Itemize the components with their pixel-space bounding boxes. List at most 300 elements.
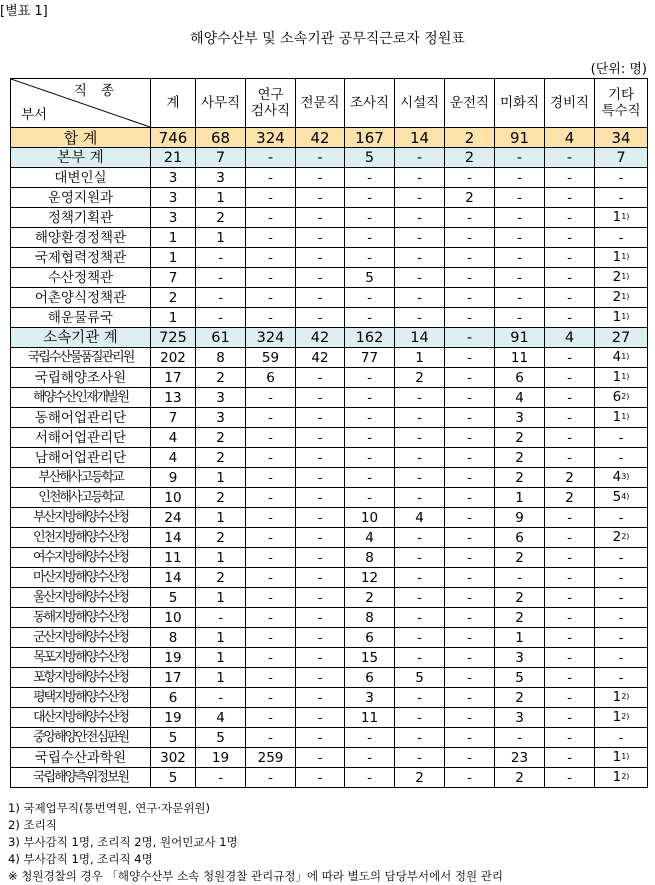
cell-value: - [467,729,472,746]
cell-value: - [317,409,323,426]
cell-value: 3 [515,709,524,726]
cell-value: - [268,609,273,626]
cell-value: - [566,149,573,166]
value-cell [151,648,196,668]
cell-value: 14 [164,529,182,546]
cell-value: - [317,149,323,166]
cell-value: - [218,269,223,286]
cell-value: 1 [612,748,622,765]
table-row [11,268,648,288]
cell-value: 324 [256,329,285,346]
value-cell [246,628,296,648]
cell-value: - [317,169,323,186]
value-cell [445,148,495,168]
value-cell [595,468,648,488]
column-header-text: 조사직 [349,95,390,111]
footnote-marker: 3) [621,471,630,481]
staffing-table [10,78,648,788]
value-cell [345,208,395,228]
cell-value: - [367,449,372,466]
cell-value: - [417,689,422,706]
department-name-cell: 서해어업관리단 [11,428,151,448]
cell-value: 5 [612,488,622,505]
department-name-cell: 정책기획관 [11,208,151,228]
value-cell [545,648,595,668]
cell-value: 5 [364,149,375,166]
value-cell [345,468,395,488]
value-cell [445,408,495,428]
value-cell [151,528,196,548]
value-cell [345,448,395,468]
cell-value: - [367,209,372,226]
cell-value: 6 [515,369,524,386]
value-cell [246,688,296,708]
cell-value: - [218,249,223,266]
footnote-marker: 1) [621,311,630,321]
value-cell [445,448,495,468]
table-row [11,508,648,528]
cell-value: - [467,669,472,686]
value-cell [395,248,445,268]
cell-value: - [517,729,522,746]
value-cell [595,488,648,508]
value-cell [545,148,595,168]
value-cell [296,228,345,248]
cell-value: - [268,689,273,706]
footnote: 3) 부사감직 1명, 조리직 2명, 원어민교사 1명 [8,835,238,849]
value-cell [395,748,445,768]
value-cell [595,708,648,728]
value-cell [445,468,495,488]
cell-value: 4 [216,709,225,726]
cell-value: - [317,749,323,766]
value-cell [296,628,345,648]
cell-value: 5 [365,269,374,286]
footnote: 1) 국제업무직(통번역원, 연구·자문위원) [8,801,211,815]
cell-value: 1 [168,249,178,266]
table-row [11,588,648,608]
cell-value: - [618,729,624,746]
department-name-cell: 군산지방해양수산청 [11,628,151,648]
value-cell [495,588,545,608]
value-cell [246,568,296,588]
value-cell [545,128,595,148]
cell-value: 2 [612,268,622,285]
value-cell [495,208,545,228]
cell-value: - [567,549,572,566]
value-cell [495,748,545,768]
cell-value: 19 [164,709,182,726]
cell-value: - [268,229,273,246]
cell-value: 1 [612,208,622,225]
value-cell [296,768,345,788]
cell-value: 4 [168,429,178,446]
value-cell [595,368,648,388]
cell-value: 1 [612,308,622,325]
value-cell [151,628,196,648]
cell-value: 77 [360,349,379,366]
value-cell [445,608,495,628]
table-body [11,128,648,788]
value-cell [595,268,648,288]
cell-value: - [467,269,472,286]
value-cell [345,148,395,168]
table-row [11,708,648,728]
value-cell [395,288,445,308]
department-name-cell: 합 계 [11,128,151,148]
value-cell [495,148,545,168]
value-cell [545,168,595,188]
column-header [296,79,345,128]
footnote-marker: 2) [621,531,630,541]
cell-value: 1 [216,589,225,606]
value-cell [196,528,246,548]
cell-value: 4 [168,449,178,466]
cell-value: - [618,569,624,586]
value-cell [395,468,445,488]
value-cell [345,368,395,388]
value-cell [196,628,246,648]
cell-value: 6 [612,388,622,405]
value-cell [495,288,545,308]
cell-value: - [517,169,522,186]
value-cell [445,268,495,288]
value-cell [595,328,648,348]
value-cell [345,168,395,188]
value-cell [395,488,445,508]
table-row [11,208,648,228]
department-name-cell: 해양수산인재개발원 [11,388,151,408]
cell-value: - [417,309,422,326]
cell-value: - [417,649,422,666]
table-row [11,288,648,308]
department-name-cell: 목포지방해양수산청 [11,648,151,668]
value-cell [495,448,545,468]
value-cell [246,248,296,268]
value-cell [545,768,595,788]
value-cell [196,188,246,208]
value-cell [545,408,595,428]
cell-value: - [467,609,472,626]
cell-value: - [467,589,472,606]
cell-value: - [268,509,273,526]
department-name-cell: 부산해사고등학교 [11,468,151,488]
cell-value: 8 [365,609,374,626]
cell-value: 4 [415,509,424,526]
cell-value: - [467,449,472,466]
value-cell [445,308,495,328]
value-cell [445,628,495,648]
cell-value: 3 [216,409,225,426]
value-cell [395,628,445,648]
value-cell [595,428,648,448]
value-cell [545,328,595,348]
cell-value: - [268,289,273,306]
cell-value: - [417,449,422,466]
cell-value: 6 [365,669,374,686]
value-cell [296,328,345,348]
value-cell [345,508,395,528]
value-cell [151,328,196,348]
value-cell [395,568,445,588]
cell-value: - [517,569,522,586]
value-cell [151,548,196,568]
value-cell [445,248,495,268]
value-cell [595,588,648,608]
value-cell [345,488,395,508]
value-cell [595,688,648,708]
cell-value: - [268,529,273,546]
value-cell [495,368,545,388]
value-cell [445,288,495,308]
cell-value: - [618,449,624,466]
value-cell [545,288,595,308]
value-cell [151,388,196,408]
cell-value: - [417,469,422,486]
cell-value: - [567,169,572,186]
cell-value: - [268,429,273,446]
value-cell [296,448,345,468]
cell-value: - [567,669,572,686]
cell-value: - [567,289,572,306]
cell-value: 12 [360,569,379,586]
value-cell [246,308,296,328]
cell-value: - [467,689,472,706]
department-name-cell: 대산지방해양수산청 [11,708,151,728]
cell-value: - [317,229,323,246]
value-cell [296,168,345,188]
value-cell [246,448,296,468]
cell-value: - [567,349,572,366]
cell-value: 91 [509,128,530,147]
value-cell [395,188,445,208]
cell-value: - [467,709,472,726]
value-cell [296,708,345,728]
value-cell [296,548,345,568]
cell-value: - [567,649,572,666]
value-cell [151,368,196,388]
value-cell [395,508,445,528]
cell-value: 9 [168,469,178,486]
cell-value: - [417,389,422,406]
cell-value: - [467,369,472,386]
value-cell [246,548,296,568]
value-cell [595,388,648,408]
value-cell [445,568,495,588]
table-row [11,728,648,748]
cell-value: - [467,769,472,786]
value-cell [595,168,648,188]
cell-value: - [268,649,273,666]
column-header-text: 전문직 [300,95,340,111]
column-header-text: 기타 [607,87,635,103]
cell-value: 725 [159,329,187,346]
cell-value: 1 [216,509,225,526]
cell-value: - [268,269,273,286]
cell-value: 2 [515,469,524,486]
value-cell [196,708,246,728]
cell-value: - [317,549,323,566]
column-header [151,79,196,128]
cell-value: 14 [164,569,182,586]
cell-value: 15 [360,649,379,666]
value-cell [495,428,545,448]
cell-value: - [567,769,572,786]
value-cell [495,768,545,788]
header-diagonal-cell [11,79,151,128]
cell-value: - [268,569,273,586]
value-cell [545,688,595,708]
value-cell [246,408,296,428]
value-cell [545,748,595,768]
value-cell [445,328,495,348]
cell-value: - [417,169,422,186]
cell-value: - [417,269,422,286]
cell-value: - [567,589,572,606]
cell-value: - [317,589,323,606]
cell-value: - [417,729,422,746]
cell-value: 2 [216,429,225,446]
cell-value: - [467,349,472,366]
department-name-cell: 인천지방해양수산청 [11,528,151,548]
cell-value: 5 [216,729,225,746]
value-cell [151,268,196,288]
department-name-cell: 해운물류국 [11,308,151,328]
department-name-cell: 소속기관 계 [11,328,151,348]
cell-value: 2 [565,469,574,486]
cell-value: 1 [515,629,524,646]
department-name-cell: 어촌양식정책관 [11,288,151,308]
value-cell [296,408,345,428]
cell-value: 1 [216,549,225,566]
header-department-label: 부서 [21,107,48,123]
cell-value: 19 [164,649,182,666]
cell-value: - [317,289,323,306]
value-cell [545,308,595,328]
value-cell [151,488,196,508]
value-cell [296,368,345,388]
cell-value: - [517,249,522,266]
cell-value: - [367,389,372,406]
column-header [545,79,595,128]
value-cell [445,768,495,788]
value-cell [445,728,495,748]
value-cell [246,508,296,528]
cell-value: - [317,669,323,686]
cell-value: - [416,149,423,166]
value-cell [545,248,595,268]
cell-value: 17 [164,669,182,686]
cell-value: - [417,409,422,426]
value-cell [545,628,595,648]
cell-value: 1 [216,629,225,646]
cell-value: - [417,569,422,586]
cell-value: - [618,609,624,626]
cell-value: 259 [257,749,284,766]
value-cell [395,408,445,428]
value-cell [545,208,595,228]
value-cell [296,208,345,228]
value-cell [595,208,648,228]
department-name-cell: 국립해양측위정보원 [11,768,151,788]
value-cell [296,488,345,508]
value-cell [595,248,648,268]
value-cell [246,128,296,148]
value-cell [345,328,395,348]
cell-value: - [467,749,472,766]
value-cell [395,688,445,708]
cell-value: 4 [612,468,622,485]
cell-value: 19 [211,749,230,766]
cell-value: - [417,549,422,566]
value-cell [595,628,648,648]
value-cell [196,748,246,768]
cell-value: - [417,189,422,206]
value-cell [445,128,495,148]
value-cell [345,388,395,408]
value-cell [495,608,545,628]
value-cell [345,288,395,308]
cell-value: 2 [168,289,178,306]
cell-value: 91 [510,329,529,346]
cell-value: - [268,729,273,746]
value-cell [345,708,395,728]
value-cell [545,468,595,488]
value-cell [151,188,196,208]
cell-value: 10 [164,489,182,506]
value-cell [196,468,246,488]
cell-value: 2 [365,589,374,606]
value-cell [246,668,296,688]
cell-value: - [367,489,372,506]
column-header-text: 시설직 [399,95,440,111]
cell-value: - [466,329,473,346]
value-cell [595,568,648,588]
value-cell [296,128,345,148]
cell-value: - [268,549,273,566]
cell-value: - [567,509,572,526]
cell-value: - [417,709,422,726]
value-cell [151,608,196,628]
department-name-cell: 국립수산과학원 [11,748,151,768]
cell-value: 2 [515,429,524,446]
value-cell [395,428,445,448]
value-cell [495,128,545,148]
cell-value: - [367,289,372,306]
value-cell [395,228,445,248]
value-cell [545,568,595,588]
value-cell [595,548,648,568]
value-cell [345,188,395,208]
cell-value: 68 [210,128,231,147]
cell-value: - [467,649,472,666]
value-cell [445,648,495,668]
value-cell [296,428,345,448]
cell-value: - [268,309,273,326]
cell-value: - [317,629,323,646]
value-cell [445,588,495,608]
value-cell [296,608,345,628]
cell-value: 61 [211,329,230,346]
value-cell [151,508,196,528]
footnote-marker: 1) [621,291,630,301]
table-row [11,768,648,788]
cell-value: 4 [564,329,575,346]
department-name-cell: 부산지방해양수산청 [11,508,151,528]
value-cell [445,348,495,368]
column-header [196,79,246,128]
table-row [11,688,648,708]
